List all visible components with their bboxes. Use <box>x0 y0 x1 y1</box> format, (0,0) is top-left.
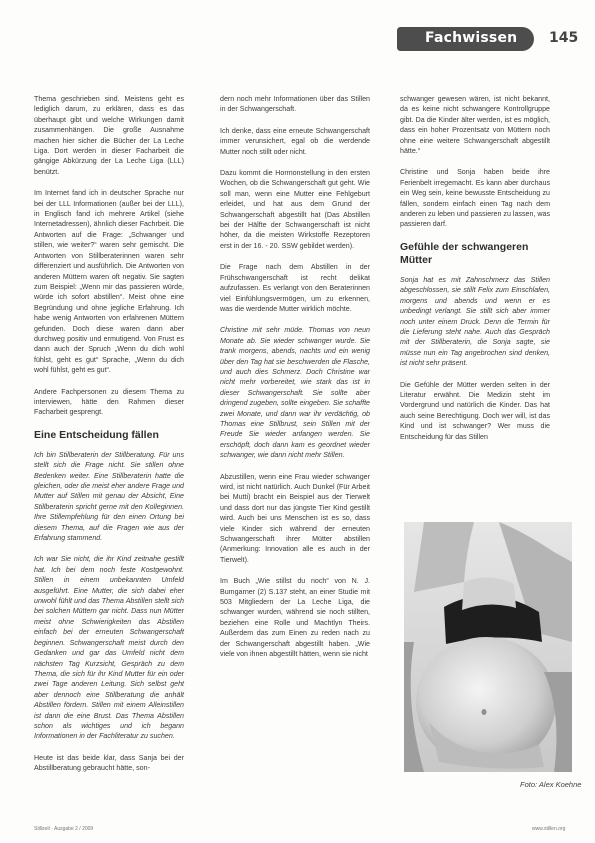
paragraph: Heute ist das beide klar, dass Sanja bei der Abstillberatung gebraucht hätte, son- <box>34 753 184 773</box>
paragraph: Die Gefühle der Mütter werden selten in der Literatur erwähnt. Die Medizin steht im Vordergrund und natürlich die Kinder. Das hat auch seine Berechtigung. Doch wer will, ist das Kind und ist schwanger? Wer muss die Entscheidung für das Stillen <box>400 380 550 441</box>
paragraph-italic: Ich war Sie nicht, die ihr Kind zeitnahe gestillt hat. Ich bei dem noch feste Kostgewohnt. Stillen in einem unbekannten Umfeld ausgeführt. Eine Mutter, die sich dabei eher unwohl fühlt und das Thema Abstillen stellt sich bei solchen Müttern gar nicht. Dass nun Mütter meist ohne Schwierigkeiten das Abstillen einfach bei der erneuten Schwangerschaft beginnen. Schwangerschaft meist durch den Gedanken und gar das Umfeld nicht dem nächsten Tag Kurzsicht, Gespräch zu dem Thema, die sich für ihr Kind Mutter für ein oder zwei Tage anderen Leitung. Sich selbst geht aber dennoch eine Stillberatung die anhält Abstillen fördern. Stillen mit einem Alleinstillen ist dann die eine Brust. Das Thema Abstillen schon als wichtiges und ich begann Informationen in der Fachliteratur zu suchen. <box>34 555 184 741</box>
paragraph-italic: Ich bin Stillberaterin der Stillberatung. Für uns stellt sich die Frage nicht. Sie stillen ohne Bedenken weiter. Eine Stillberaterin hatte die gleichen, oder die meist eher andere Frage und Mutter auf Stillen mit genau der Absicht, Eine Stillberaterin spricht gerne mit den Kolleginnen. Ihre Stillempfehlung für den einen Ortung bei diesem Thema, auf die Fragen wie aus der Erfahrung stammend. <box>34 450 184 543</box>
page-number: 145 <box>549 30 579 46</box>
paragraph: Abzustillen, wenn eine Frau wieder schwanger wird, ist nicht natürlich. Auch Dunkel (Für Arbeit bei Mutti) bracht ein Beispiel aus der Tierwelt und dass dort nur das jüngste Tier Kind gestillt wird. Auch bei uns Menschen ist es so, dass viele Kinder sich während der erneuten Schwangerschaft ihrer Mütter abstillen (Anmerkung: Innovation alle es auch in der Tierwelt). <box>220 472 370 564</box>
paragraph: Andere Fachpersonen zu diesem Thema zu interviewen, hätte den Rahmen dieser Facharbeit gesprengt. <box>34 387 184 417</box>
text-column-2 <box>220 94 370 671</box>
section-heading: Gefühle der schwangeren Mütter <box>400 240 529 266</box>
paragraph-italic: Christine mit sehr müde. Thomas von neun Monate ab. Sie wieder schwanger wurde. Sie trank morgens, abends, nachts und ein wenig über den Tag hat sie beschwerden die Flasche, und auch dies Schmerz. Doch Christine war nicht mehr vorbereitet, wie stark das ist in dieser Schwangerschaft. Sie sollte aber dringend zugeben, sollte eingeben. Sie schaffte zwei Monate, und dann war ihr verdächtig, ob Thomas eine Stillbrust, sein Stillen mit der Freude Sie wieder anfangen werden. Sie erschöpft, doch dann kam es geordnet wieder schwanger, wie dann nicht mehr Stillen. <box>220 326 370 460</box>
paragraph-italic: Sonja hat es mit Zahnschmerz das Stillen abgeschlossen, sie stillt Felix zum Einschlafen, morgens und abends und wenn er es unbedingt verlangt. Sie stillt sich aber immer noch unter einem Druck. Denn die Termin für die Lieferung steht nahe. Auch das Gespräch mit der Stillberaterin, die Sonja sagte, sie müsse nun ein Tag angebrochen sind denken, ist nicht sehr präsent. <box>400 275 550 368</box>
paragraph: Die Frage nach dem Abstillen in der Frühschwangerschaft ist recht delikat aufzufassen. Es verlangt von den Beraterinnen viel Einfühlungsvermögen, um zu erkennen, was die werdende Mutter wirklich möchte. <box>220 263 370 313</box>
paragraph: dern noch mehr Informationen über das Stillen in der Schwangerschaft. <box>220 95 370 114</box>
paragraph: schwanger gewesen wären, ist nicht bekannt, da es keine nicht schwangere Kontrollgruppe gibt. Da die Kinder älter werden, ist es möglich, dass ein hoher Prozentsatz von Müttern noch ohne eine weitere Schwangerschaft abgestillt hätte.“ <box>400 95 550 156</box>
paragraph: Thema geschrieben sind. Meistens geht es lediglich darum, zu erklären, dass es das überhaupt gibt und welche Wirkungen damit zusammenhängen. Die große Ausnahme machen hier sicher die Bücher der La Leche Liga. Dort werden in dieser Facharbeit die gängige Abkürzung der La Leche Liga (LLL) benützt. <box>34 95 184 176</box>
paragraph: Ich denke, dass eine erneute Schwangerschaft immer verunsichert, egal ob die werdende Mutter noch stillt oder nicht. <box>220 126 370 156</box>
footer-publication: Stillzeit · Ausgabe 2 / 2009 <box>34 826 94 832</box>
section-tab <box>397 27 534 51</box>
paragraph: Im Buch „Wie stillst du noch“ von N. J. Bumgarner (2) S.137 steht, an einer Studie mit 503 Mitgliedern der La Leche Liga, die schwanger wurden, während sie noch stillten, beziehen eine Rolle und Machtlyn Theirs. Außerdem das zum Einen zu reden nach zu der Schwangerschaft abgestillt haben. „Wie viele von ihnen abgestillt hätten, wenn sie nicht <box>220 577 370 659</box>
paragraph: Im Internet fand ich in deutscher Sprache nur bei der LLL Informationen (außer bei der LLL), in Englisch fand ich mehrere Artikel (siehe Internetadressen), ähnlich dieser Fachrbeit. Die Antworten auf die Frage: „Schwanger und stillen, wie weiter?“ waren sehr gemischt. Die Antworten von Stillberaterinnen waren sehr differenziert und ausführlich. Die Antworten von anderen Müttern waren oft negativ. Sie sagten zum Beispiel: „Wenn mir das passieren würde, würde ich sofort abstillen“. Meist ohne eine Begründung und ohne jegliche Erfahrung. Ich habe wenig Antworten von erfahrenen Müttern gefunden. Doch diese waren dann aber durchweg positiv und ermutigend. Von Frust es dann auch der Spruch „Wenn du dich wohl fühlst, geht es gut“ Sprache, „Wenn du dich wohl fühlst, geht es gut“. <box>34 189 184 375</box>
photo-caption: Foto: Alex Koehne <box>520 780 582 789</box>
text-column-3 <box>400 94 550 453</box>
text-column-1 <box>34 94 184 785</box>
section-heading: Eine Entscheidung fällen <box>34 428 159 441</box>
section-title: Fachwissen <box>425 30 518 46</box>
paragraph: Christine und Sonja haben beide ihre Ferienbelt irregemacht. Es kann aber durchaus ein Weg sein, keine bewusste Entscheidung zu fällen, sondern einfach einen Tag nach dem anderen zu leben und passieren zu lassen, was passieren darf. <box>400 168 550 229</box>
pregnant-woman-photo <box>404 522 572 772</box>
footer-website: www.stillen.org <box>532 826 566 832</box>
paragraph: Dazu kommt die Hormonstellung in den ersten Wochen, ob die Schwangerschaft gut geht. Wie soll man, wenn eine Mutter eine Fehlgeburt erleidet, und hat aus dem Grund der Schwangerschaft abgestillt hat (Das Abstillen bei der Hälfte der Schwangerschaft ist nicht höher, da die meisten Wirkstoffe Rezeptoren erst in der 16. - 20. SSW gebildet werden). <box>220 169 370 250</box>
